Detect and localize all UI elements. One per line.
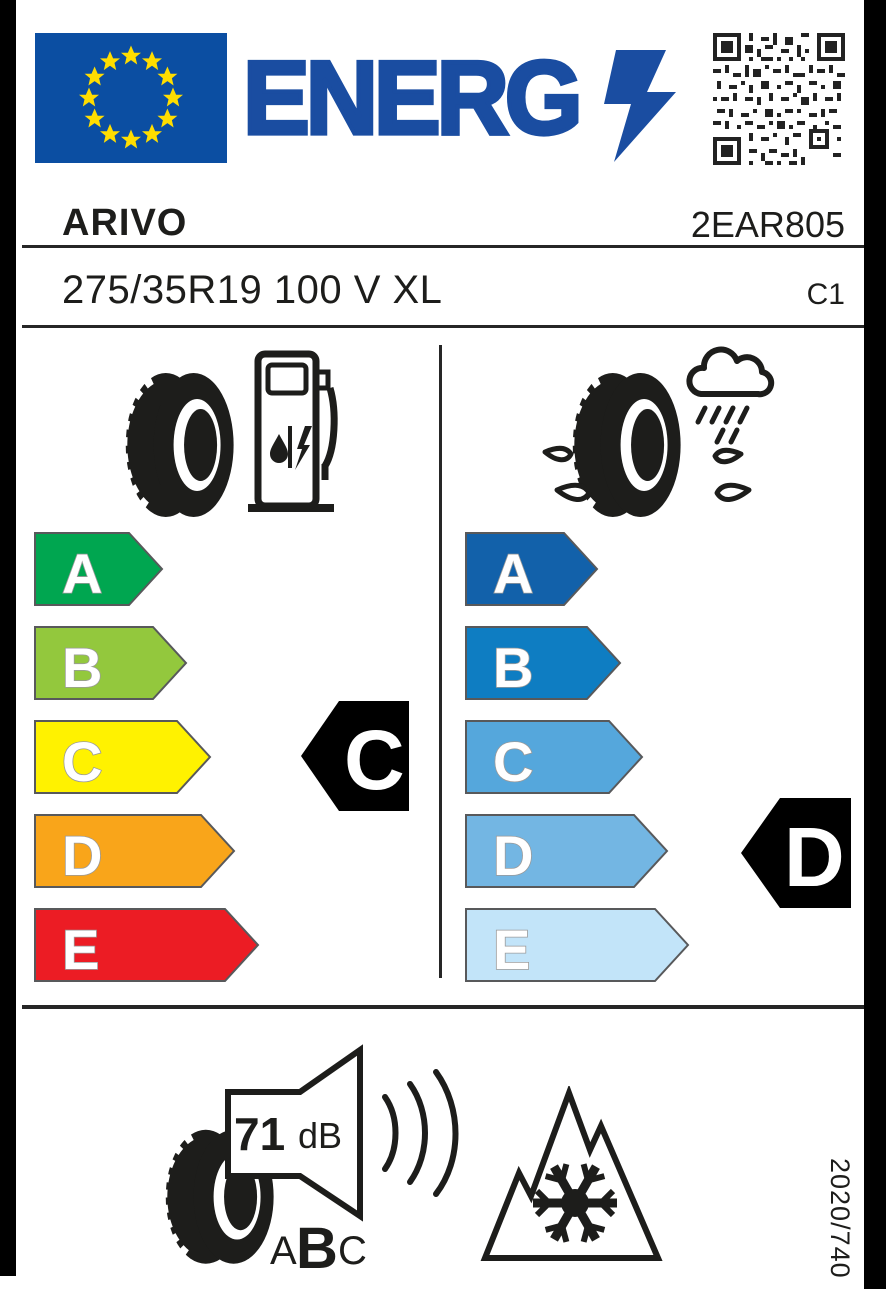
tyre-class: C1 bbox=[806, 278, 845, 311]
noise-class-c: C bbox=[338, 1229, 367, 1273]
fuel-grade-b-arrow bbox=[34, 625, 188, 701]
model-code: 2EAR805 bbox=[690, 204, 845, 245]
fuel-efficiency-icon-group bbox=[118, 346, 348, 526]
noise-class-b-selected: B bbox=[296, 1216, 338, 1277]
rain-cloud-icon bbox=[689, 350, 771, 442]
wet-rating-indicator bbox=[739, 796, 853, 910]
qr-code-icon bbox=[713, 33, 845, 165]
right-border bbox=[864, 0, 886, 1289]
grade-letter: D bbox=[493, 824, 534, 887]
divider-top bbox=[22, 245, 864, 248]
wet-rating-letter: D bbox=[784, 810, 845, 904]
divider-vertical bbox=[439, 345, 442, 978]
wet-grade-a-arrow bbox=[465, 531, 599, 607]
wet-grade-b-arrow bbox=[465, 625, 622, 701]
noise-unit: dB bbox=[298, 1115, 343, 1156]
fuel-grade-d-arrow bbox=[34, 813, 236, 889]
grade-letter: E bbox=[62, 918, 100, 981]
noise-icon-group bbox=[158, 1042, 488, 1277]
fuel-grade-c-arrow bbox=[34, 719, 212, 795]
grade-letter: C bbox=[62, 730, 103, 793]
energy-logo-text: ENERG bbox=[243, 39, 579, 157]
grade-letter: A bbox=[62, 542, 103, 605]
fuel-grade-a-arrow bbox=[34, 531, 164, 607]
noise-class-a: A bbox=[270, 1229, 297, 1273]
grade-letter: B bbox=[493, 636, 534, 699]
eu-flag-icon bbox=[35, 33, 227, 163]
snow-mountain-icon bbox=[478, 1086, 668, 1266]
sound-waves-icon bbox=[385, 1072, 456, 1194]
grade-letter: B bbox=[62, 636, 103, 699]
brand-name: ARIVO bbox=[62, 202, 188, 244]
grade-letter: C bbox=[493, 730, 534, 793]
wet-grip-icon-group bbox=[535, 340, 795, 525]
divider-size bbox=[22, 325, 864, 328]
regulation-number: 2020/740 bbox=[825, 1158, 855, 1279]
fuel-pump-icon bbox=[248, 354, 334, 512]
grade-letter: D bbox=[62, 824, 103, 887]
fuel-rating-indicator bbox=[299, 699, 411, 813]
tyre-icon bbox=[118, 373, 234, 517]
noise-value: 71 bbox=[234, 1108, 286, 1160]
wet-grade-d-arrow bbox=[465, 813, 669, 889]
tyre-size: 275/35R19 100 V XL bbox=[62, 268, 443, 312]
divider-bottom bbox=[22, 1005, 864, 1009]
wet-grade-c-arrow bbox=[465, 719, 644, 795]
grade-letter: E bbox=[493, 918, 531, 981]
fuel-rating-letter: C bbox=[344, 713, 405, 807]
wet-grade-e-arrow bbox=[465, 907, 690, 983]
left-border bbox=[0, 0, 16, 1276]
fuel-grade-e-arrow bbox=[34, 907, 260, 983]
grade-letter: A bbox=[493, 542, 534, 605]
lightning-bolt-icon bbox=[586, 50, 686, 162]
